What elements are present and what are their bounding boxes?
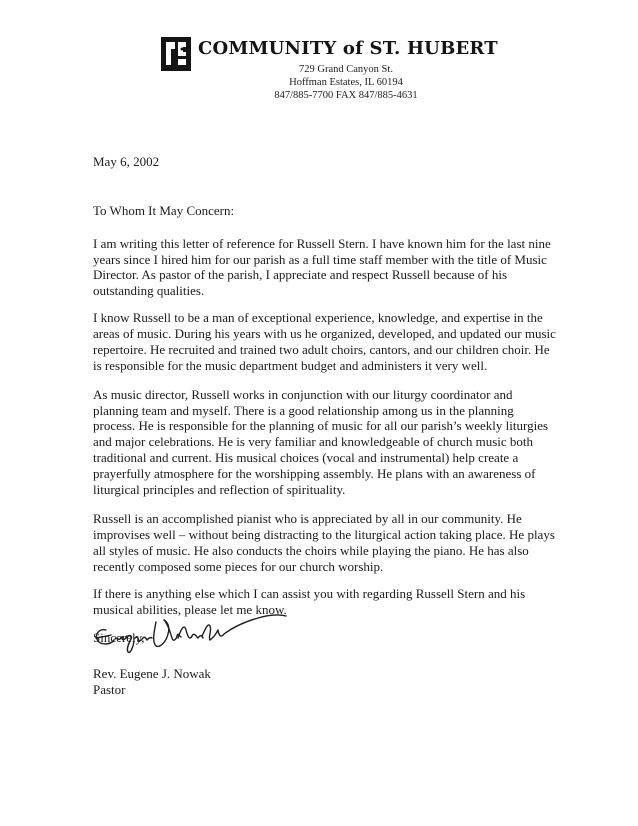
letter-date: May 6, 2002 xyxy=(93,154,160,169)
paragraph-3-line-5: traditional and current. His musical choices (vocal and instrumental) help create a xyxy=(93,450,519,465)
paragraph-3-line-6: prayerfully atmosphere for the worshipping assembly. He plans with an awareness of xyxy=(93,466,536,481)
letterhead xyxy=(160,34,498,104)
paragraph-1-line-4: outstanding qualities. xyxy=(93,283,205,298)
paragraph-4-line-4: recently composed some pieces for our church worship. xyxy=(93,559,384,574)
paragraph-3-line-4: and major celebrations. He is very familiar and knowledgeable of church music both xyxy=(93,434,534,449)
paragraph-5-line-1: If there is anything else which I can assist you with regarding Russell Stern and his xyxy=(93,586,526,601)
paragraph-2-line-4: is responsible for the music department budget and administers it very well. xyxy=(93,358,488,373)
closing: Sincerely, xyxy=(93,630,145,645)
paragraph-1-line-3: Director. As pastor of the parish, I appreciate and respect Russell because of his xyxy=(93,267,508,282)
paragraph-5-line-2: musical abilities, please let me know. xyxy=(93,602,287,617)
paragraph-3-line-3: process. He is responsible for the planning of music for all our parish’s weekly liturgies xyxy=(93,418,549,433)
paragraph-2-line-1: I know Russell to be a man of exceptional experience, knowledge, and expertise in the xyxy=(93,310,543,325)
paragraph-1-line-1: I am writing this letter of reference for Russell Stern. I have known him for the last nine xyxy=(93,236,551,251)
salutation: To Whom It May Concern: xyxy=(93,203,235,218)
paragraph-3-line-2: planning team and myself. There is a good relationship among us in the planning xyxy=(93,403,514,418)
paragraph-2-line-3: repertoire. He recruited and trained two adult choirs, cantors, and our children choir. He xyxy=(93,342,550,357)
paragraph-4-line-1: Russell is an accomplished pianist who is appreciated by all in our community. He xyxy=(93,511,522,526)
paragraph-2-line-2: areas of music. During his years with us he organized, developed, and updated our music xyxy=(93,326,556,341)
organization-name: COMMUNITY of ST. HUBERT xyxy=(198,38,498,59)
address-street: 729 Grand Canyon St. xyxy=(299,64,393,75)
paragraph-4-line-2: improvises well – without being distracting to the liturgical action taking place. He plays xyxy=(93,527,555,542)
address-city: Hoffman Estates, IL 60194 xyxy=(289,77,403,88)
signer-title: Pastor xyxy=(93,682,126,697)
paragraph-1-line-2: years since I hired him for our parish as a full time staff member with the title of Music xyxy=(93,252,547,267)
handwritten-signature xyxy=(92,608,292,660)
paragraph-3-line-7: liturgical principles and reflection of spirituality. xyxy=(93,482,346,497)
paragraph-4-line-3: all styles of music. He also conducts the choirs while playing the piano. He has also xyxy=(93,543,529,558)
paragraph-3-line-1: As music director, Russell works in conjunction with our liturgy coordinator and xyxy=(93,387,513,402)
church-logo-icon xyxy=(160,36,192,72)
phone-fax: 847/885-7700 FAX 847/885-4631 xyxy=(274,90,418,101)
signer-name: Rev. Eugene J. Nowak xyxy=(93,666,211,681)
